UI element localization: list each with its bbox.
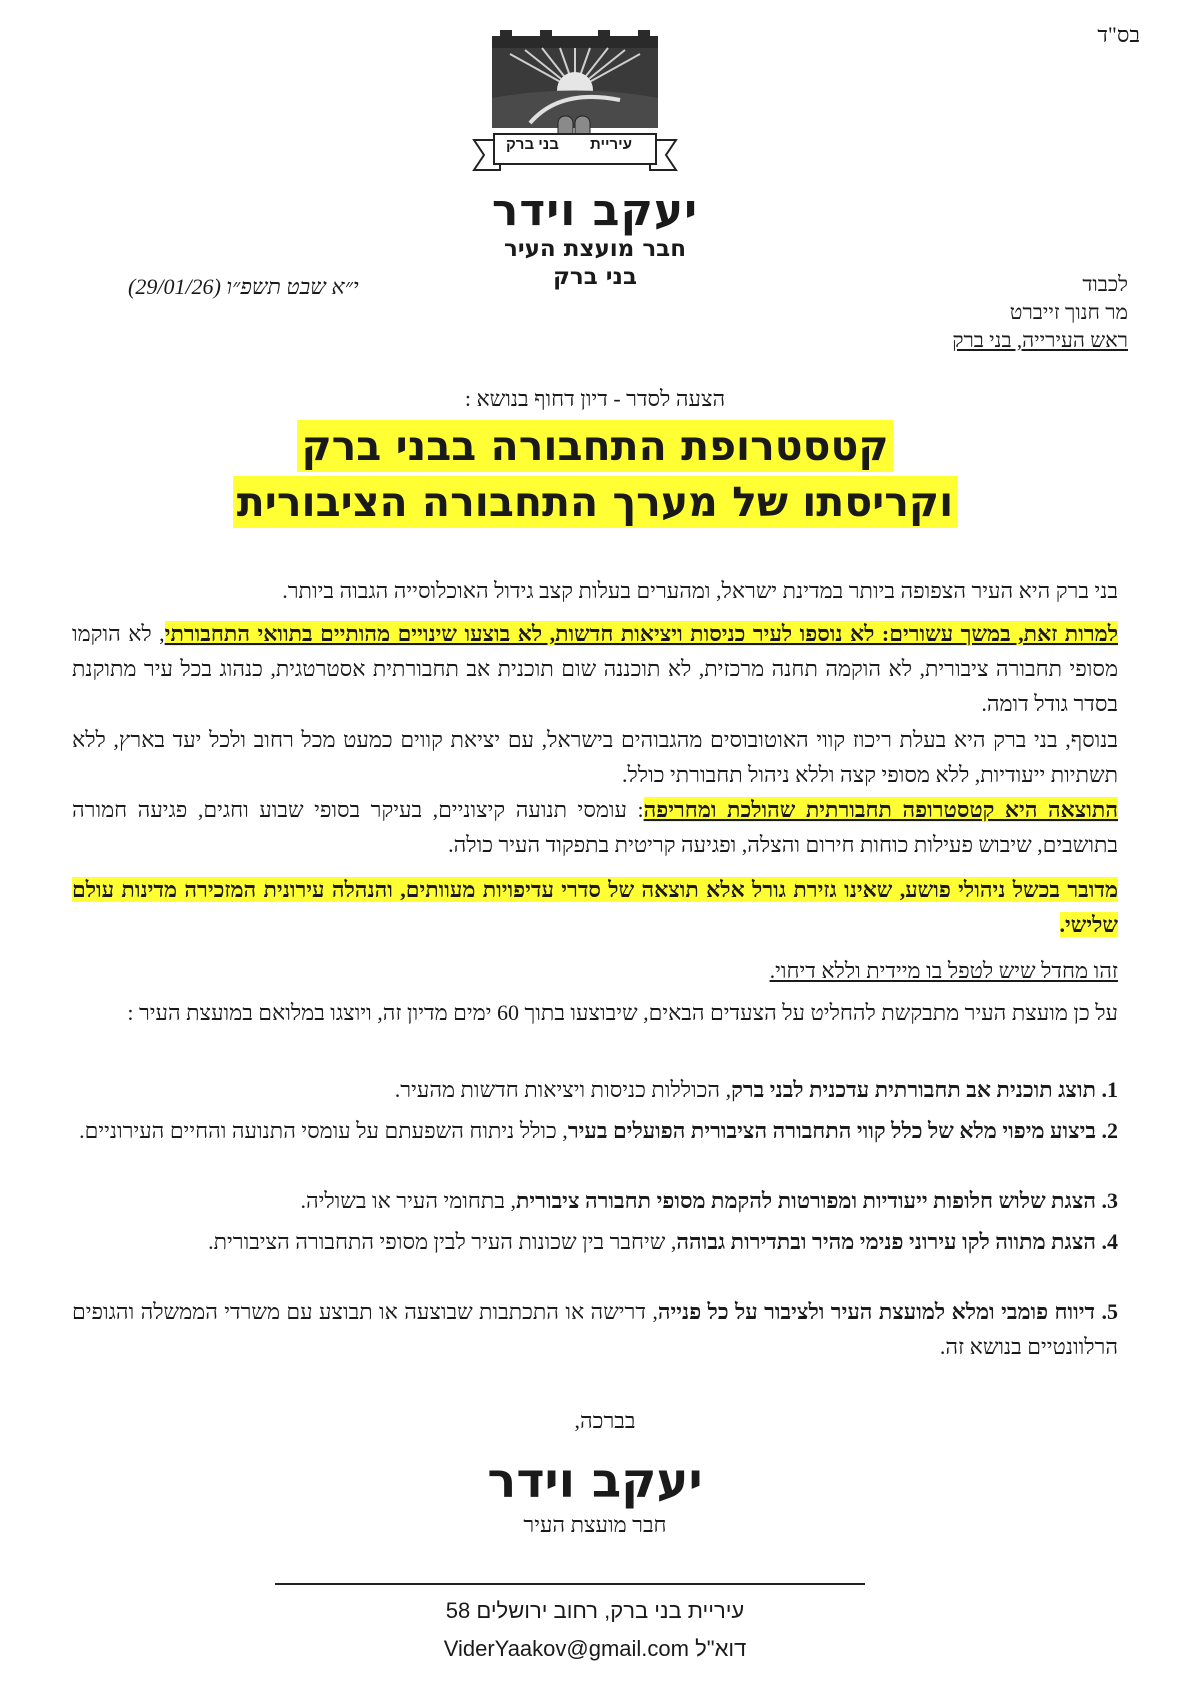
paragraph-4 <box>72 792 1118 862</box>
footer-email-label: דוא"ל <box>695 1636 747 1661</box>
footer-email[interactable]: ViderYaakov@gmail.com <box>443 1636 689 1661</box>
paragraph-3: בנוסף, בני ברק היא בעלת ריכוז קווי האוטובוסים מהגבוהים בישראל, עם יציאת קווים כמעט מכל רחוב ולכל יעד בארץ, ללא תשתיות ייעודיות, ללא מסופי קצה וללא ניהול תחבורתי כולל. <box>72 727 1118 787</box>
step-rest: , הכוללות כניסות ויציאות חדשות מהעיר. <box>394 1077 732 1102</box>
step-item <box>72 1224 1118 1259</box>
step-item <box>72 1294 1118 1364</box>
step-rest: , דרישה או התכתבות שבוצעה או תבוצע עם משרדי הממשלה והגופים הרלוונטיים בנושא זה. <box>72 1299 1118 1359</box>
paragraph-7: על כן מועצת העיר מתבקשת להחליט על הצעדים הבאים, שיבוצעו בתוך 60 ימים מדיון זה, ויוצגו במלואם במועצת העיר : <box>127 1000 1118 1025</box>
recipient-label: לכבוד <box>1082 272 1128 296</box>
signature-role: חבר מועצת העיר <box>523 1512 667 1537</box>
step-item <box>72 1113 1118 1148</box>
step-rest: , שיחבר בין שכונות העיר לבין מסופי התחבורה הציבורית. <box>208 1229 677 1254</box>
step-bold: תוצג תוכנית אב תחבורתית עדכנית לבני ברק <box>731 1077 1096 1102</box>
step-rest: , כולל ניתוח השפעתם על עומסי התנועה והחיים העירוניים. <box>79 1118 568 1143</box>
footer-divider <box>275 1583 865 1585</box>
recipient-title: ראש העירייה, בני ברק <box>952 328 1128 352</box>
paragraph-2 <box>72 616 1118 721</box>
closing-greeting: בברכה, <box>574 1408 636 1433</box>
signature-name: יעקב וידר <box>487 1453 703 1509</box>
step-number: 1. <box>1101 1077 1118 1102</box>
subject-title-2-text: וקריסתו של מערך התחבורה הציבורית <box>233 476 957 528</box>
subject-title-1-text: קטסטרופת התחבורה בבני ברק <box>297 420 892 472</box>
step-item <box>72 1072 1118 1107</box>
sender-city: בני ברק <box>552 264 638 290</box>
paragraph-1: בני ברק היא העיר הצפופה ביותר במדינת ישראל, ומהערים בעלות קצב גידול האוכלוסייה הגבוה ביותר. <box>282 578 1118 603</box>
paragraph-4-rest: : עומסי תנועה קיצוניים, בעיקר בסופי שבוע וחגים, פגיעה חמורה בתושבים, שיבוש פעילות כוחות חירום והצלה, ופגיעה קריטית בתפקוד העיר כולה. <box>72 797 1118 857</box>
footer-email-row <box>0 1636 1190 1662</box>
letter-date: י״א שבט תשפ״ו (29/01/26) <box>128 274 359 299</box>
step-bold: הצגת שלוש חלופות ייעודיות ומפורטות להקמת מסופי תחבורה ציבורית <box>515 1188 1096 1213</box>
footer-address: עיריית בני ברק, רחוב ירושלים 58 <box>445 1598 745 1623</box>
paragraph-5-highlight: מדובר בכשל ניהולי פושע, שאינו גזירת גורל אלא תוצאה של סדרי עדיפויות מעוותים, והנהלה עירונית המזכירה מדינות עולם שלישי. <box>72 877 1118 937</box>
subject-title-line-2 <box>0 478 1190 526</box>
paragraph-4-highlight: התוצאה היא קטסטרופה תחבורתית שהולכת ומחריפה <box>643 797 1119 822</box>
step-bold: ביצוע מיפוי מלא של כלל קווי התחבורה הציבורית הפועלים בעיר <box>567 1118 1096 1143</box>
step-rest: , בתחומי העיר או בשוליה. <box>300 1188 516 1213</box>
logo-city-label: עיריית <box>590 136 632 153</box>
step-number: 3. <box>1101 1188 1118 1213</box>
logo-city-name: בני ברק <box>506 136 559 153</box>
subject-title-line-1 <box>0 422 1190 470</box>
step-item <box>72 1183 1118 1218</box>
sender-name: יעקב וידר <box>491 185 699 236</box>
step-number: 4. <box>1101 1229 1118 1254</box>
paragraph-6: זהו מחדל שיש לטפל בו מיידית וללא דיחוי. <box>769 958 1118 983</box>
bsd-mark: בס"ד <box>1097 22 1140 47</box>
step-number: 5. <box>1101 1299 1119 1324</box>
paragraph-5 <box>72 872 1118 942</box>
paragraph-2-rest: , לא הוקמו מסופי תחבורה ציבורית, לא הוקמה תחנה מרכזית, לא תוכננה שום תוכנית אב תחבורתית אסטרטגית, כנהוג בכל עיר מתוקנת בסדר גודל דומה. <box>72 621 1118 716</box>
sender-role: חבר מועצת העיר <box>503 236 686 262</box>
recipient-name: מר חנוך זייברט <box>1009 300 1128 324</box>
step-bold: דיווח פומבי ומלא למועצת העיר ולציבור על כל פנייה <box>657 1299 1096 1324</box>
city-logo <box>470 28 680 176</box>
step-bold: הצגת מתווה לקו עירוני פנימי מהיר ובתדירות גבוהה <box>676 1229 1096 1254</box>
paragraph-2-highlight: למרות זאת, במשך עשורים: לא נוספו לעיר כניסות ויציאות חדשות, לא בוצעו שינויים מהותיים בתוואי התחבורתי <box>164 621 1118 646</box>
subject-pretitle: הצעה לסדר - דיון דחוף בנושא : <box>464 386 726 411</box>
step-number: 2. <box>1101 1118 1118 1143</box>
